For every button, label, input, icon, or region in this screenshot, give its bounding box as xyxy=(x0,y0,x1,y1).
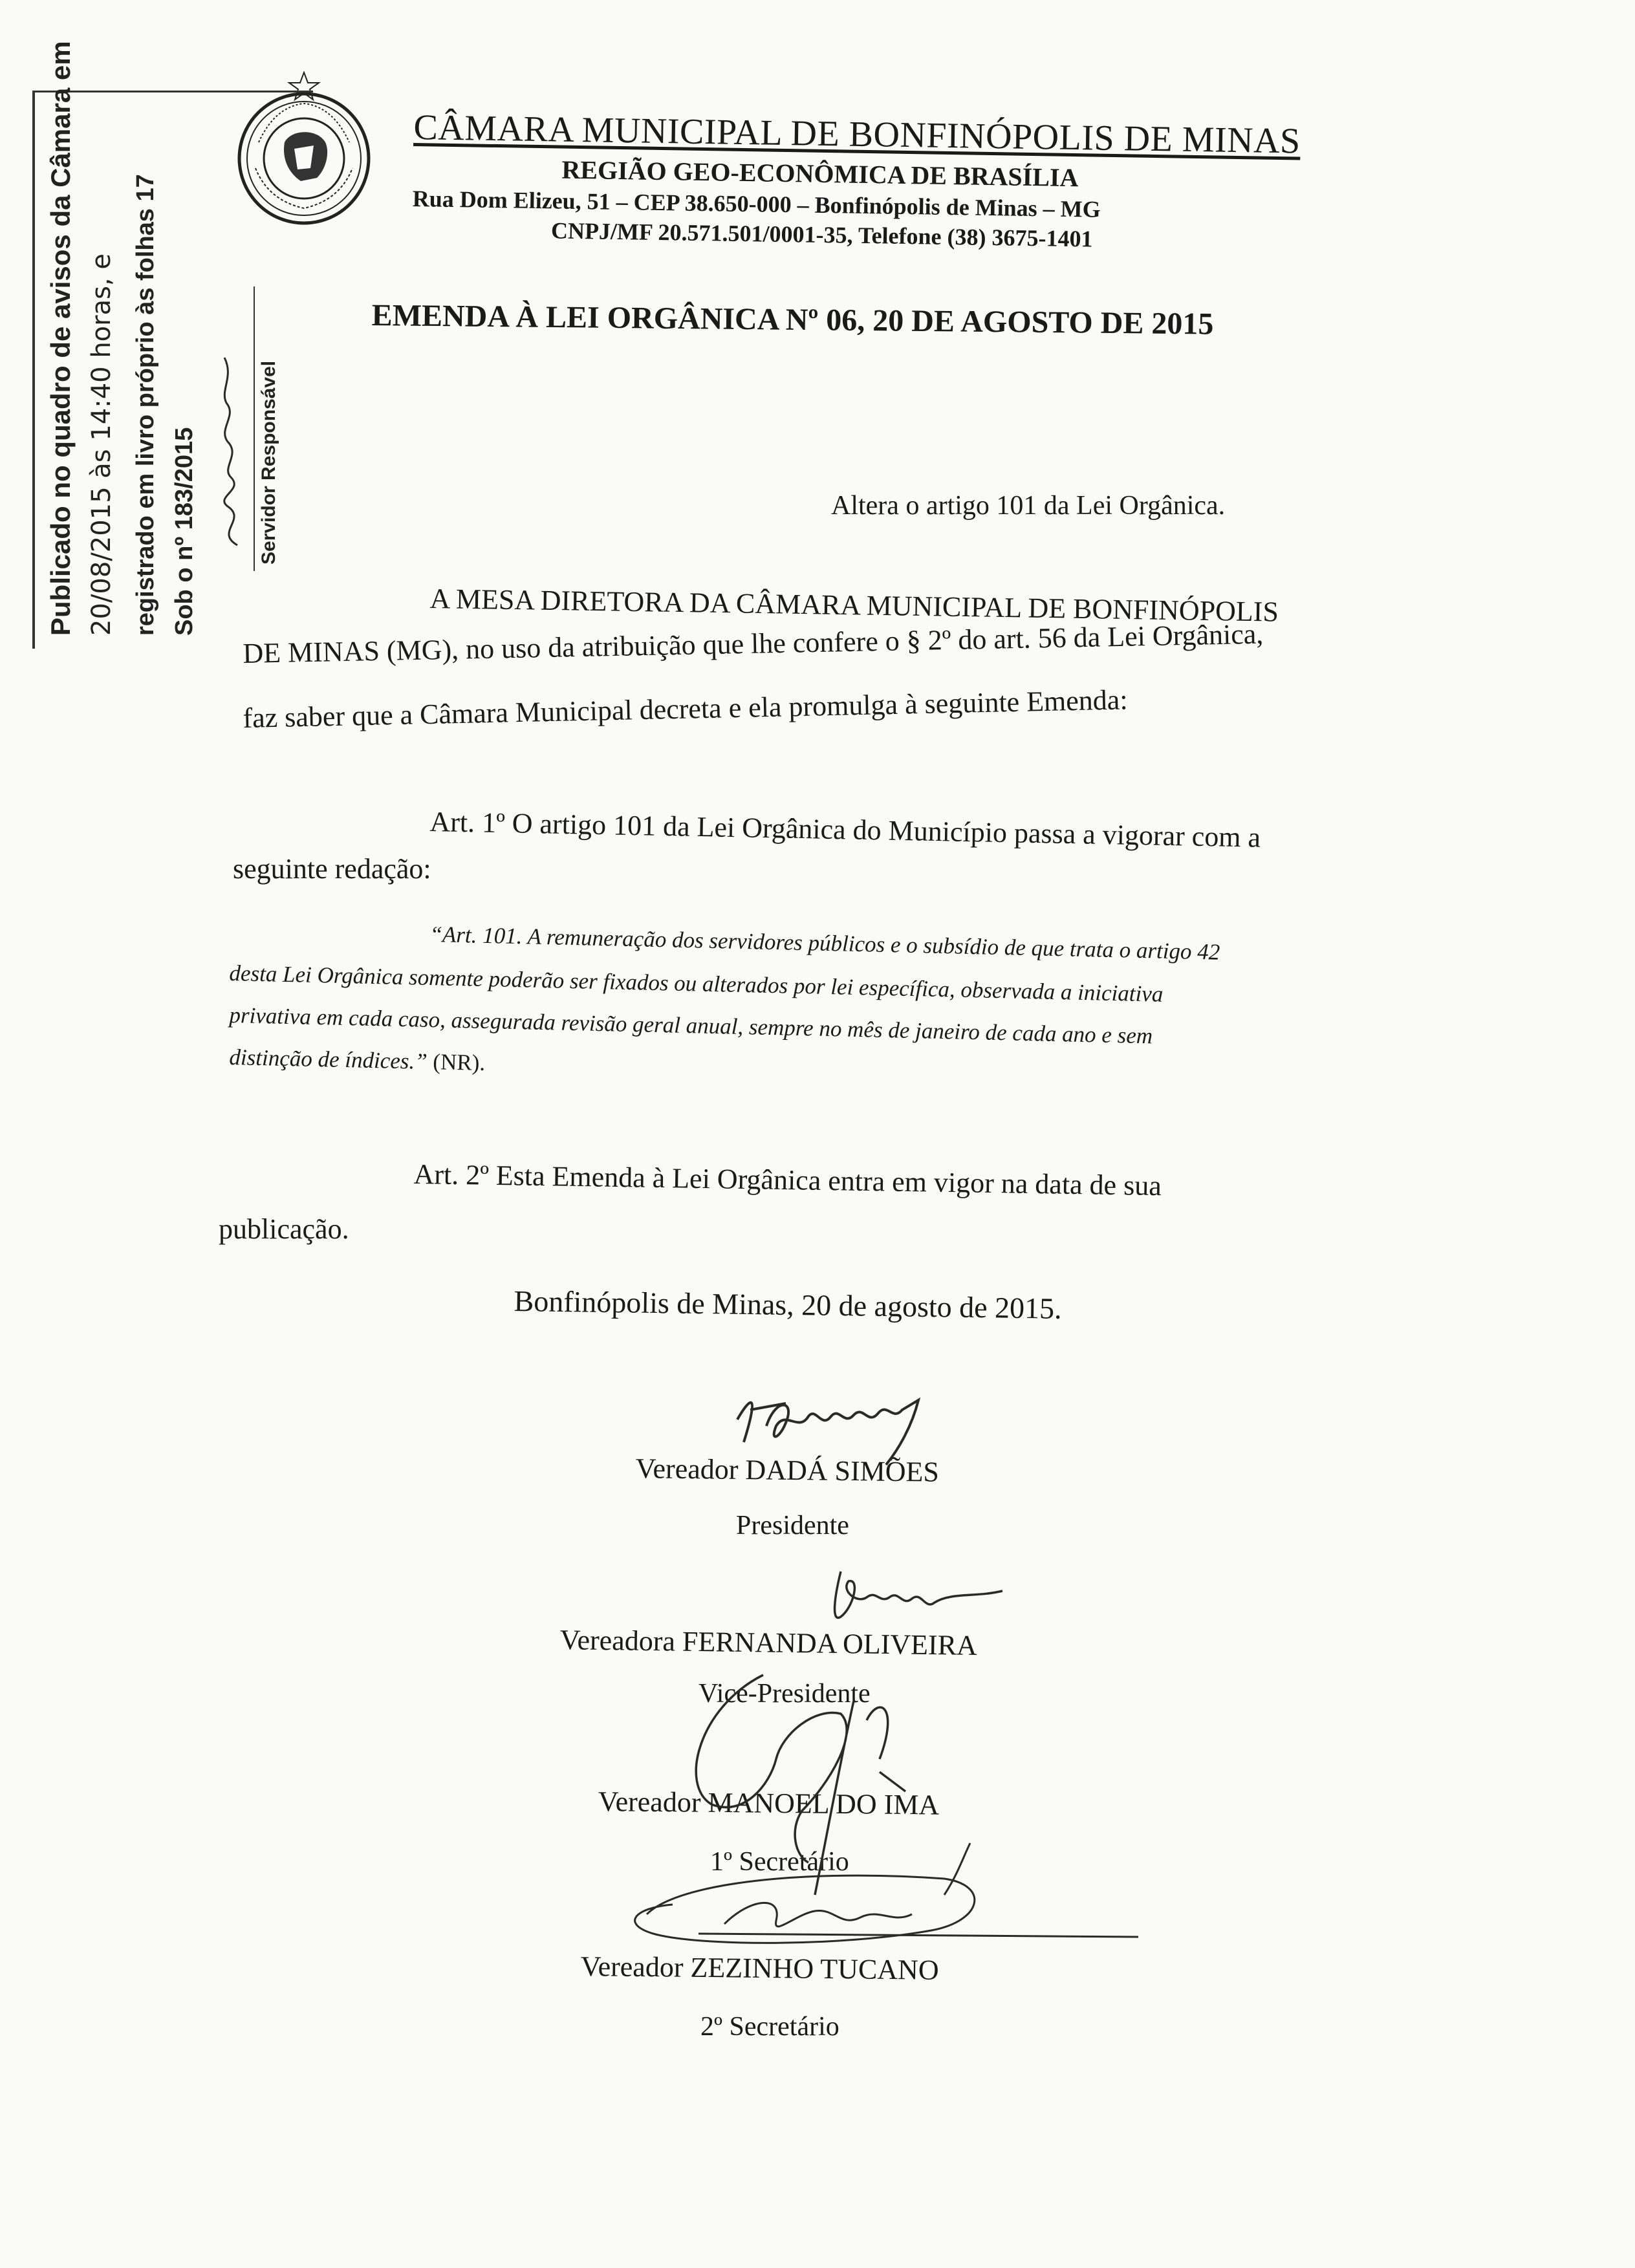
signatory-4-role: 2º Secretário xyxy=(700,2012,839,2042)
institution-region: REGIÃO GEO-ECONÔMICA DE BRASÍLIA xyxy=(561,155,1079,193)
signatory-3-role: 1º Secretário xyxy=(710,1847,849,1877)
preamble-line-3: faz saber que a Câmara Municipal decreta e ela promulga à seguinte Emenda: xyxy=(243,684,1129,734)
article-1-line-2: seguinte redação: xyxy=(233,853,431,885)
quote-line-4 xyxy=(229,1044,485,1076)
preamble-line-1: A MESA DIRETORA DA CÂMARA MUNICIPAL DE BONFINÓPOLIS xyxy=(429,582,1279,628)
institution-address: Rua Dom Elizeu, 51 – CEP 38.650-000 – Bonfinópolis de Minas – MG xyxy=(412,185,1101,222)
signatory-1-name: Vereador DADÁ SIMÕES xyxy=(635,1453,940,1488)
quote-line-3: privativa em cada caso, assegurada revisão geral anual, sempre no mês de janeiro de cada ano e sem xyxy=(229,1002,1153,1049)
article-1-line-1: Art. 1º O artigo 101 da Lei Orgânica do Município passa a vigorar com a xyxy=(429,805,1261,854)
signatory-2-role: Vice-Presidente xyxy=(698,1679,871,1709)
article-2-line-2: publicação. xyxy=(219,1213,349,1245)
stamp-line-date: 20/08/2015 às 14:40 horas, e xyxy=(87,254,116,636)
letterhead xyxy=(412,107,1339,256)
institution-contact: CNPJ/MF 20.571.501/0001-35, Telefone (38) 3675-1401 xyxy=(550,217,1093,252)
quote-nr-marker: (NR). xyxy=(427,1048,486,1075)
document-title: EMENDA À LEI ORGÂNICA Nº 06, 20 DE AGOSTO DE 2015 xyxy=(371,297,1214,341)
stamp-line-registered: registrado em livro próprio às folhas 17 xyxy=(132,174,159,636)
stamp-line-responsible: Servidor Responsável xyxy=(258,360,279,565)
institution-name: CÂMARA MUNICIPAL DE BONFINÓPOLIS DE MINAS xyxy=(413,107,1301,162)
stamp-line-published: Publicado no quadro de avisos da Câmara em xyxy=(45,41,76,636)
quote-line-4-text: distinção de índices.” xyxy=(229,1044,428,1074)
quote-line-1: “Art. 101. A remuneração dos servidores públicos e o subsídio de que trata o artigo 42 xyxy=(429,922,1220,965)
signatory-2-name: Vereadora FERNANDA OLIVEIRA xyxy=(559,1624,978,1662)
signatory-4-name: Vereador ZEZINHO TUCANO xyxy=(580,1950,939,1986)
stamp-rule xyxy=(254,286,255,571)
signature-vice-president-icon xyxy=(835,1571,1002,1618)
signatory-3-name: Vereador MANOEL DO IMA xyxy=(598,1786,940,1821)
quote-line-2: desta Lei Orgânica somente poderão ser fixados ou alterados por lei específica, observada a iniciativa xyxy=(229,960,1164,1007)
document-abstract: Altera o artigo 101 da Lei Orgânica. xyxy=(831,491,1226,521)
stamp-signature-icon xyxy=(208,332,254,552)
place-date: Bonfinópolis de Minas, 20 de agosto de 2015. xyxy=(514,1284,1062,1325)
preamble-line-2: DE MINAS (MG), no uso da atribuição que lhe confere o § 2º do art. 56 da Lei Orgânica, xyxy=(243,618,1264,669)
article-2-line-1: Art. 2º Esta Emenda à Lei Orgânica entra em vigor na data de sua xyxy=(413,1158,1162,1202)
signatory-1-role: Presidente xyxy=(736,1511,849,1540)
stamp-line-number: Sob o nº 183/2015 xyxy=(171,427,198,636)
publication-stamp xyxy=(32,41,313,649)
